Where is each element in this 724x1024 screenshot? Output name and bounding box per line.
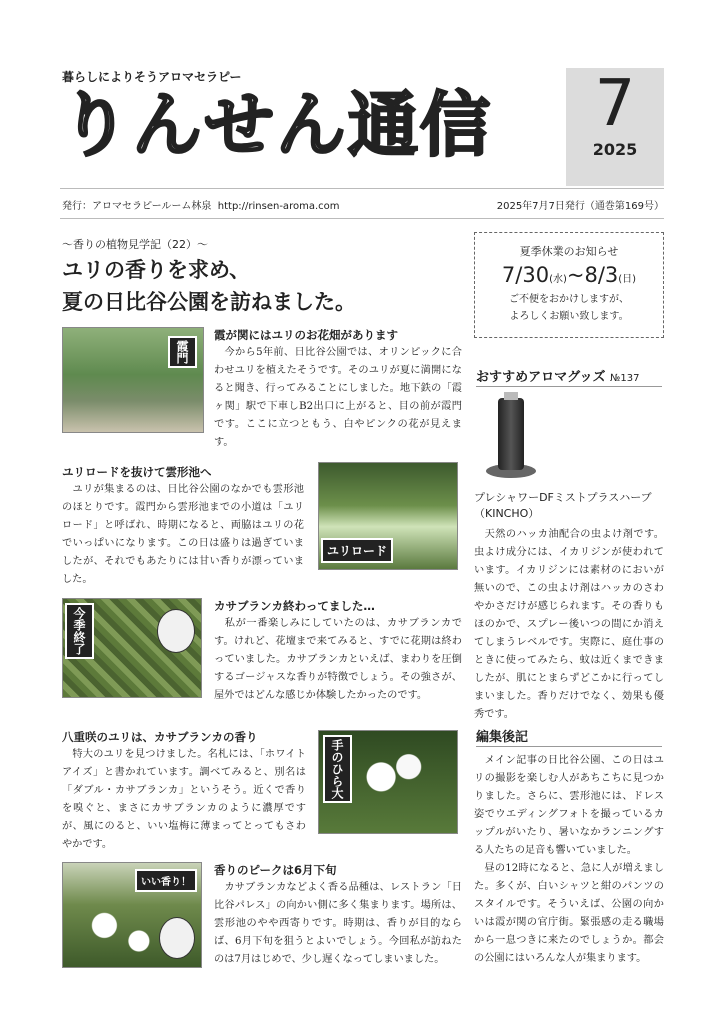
section-text: ユリが集まるのは、日比谷公園のなかでも雲形池のほとりです。霞門から雲形池までの小道は「ユリロード」と呼ばれ、時期になると、両脇はユリの花でいっぱいになります。この日は盛りは過ぎていましたが、それでもあたりには甘い香りが漂っていました。 bbox=[62, 484, 304, 585]
header-rule bbox=[60, 188, 664, 189]
section-text: 今から5年前、日比谷公園では、オリンピックに合わせユリを植えたそうです。そのユリが夏に満開になると聞き、行ってみることにしました。地下鉄の「霞ヶ関」駅で下車しB2出口に上がると、目の前が霞門です。ここに立つともう、白やピンクの花が見えます。 bbox=[214, 347, 462, 448]
website-link[interactable]: http://rinsen-aroma.com bbox=[217, 201, 340, 212]
photo-badge: いい香り！ bbox=[135, 869, 197, 892]
section-title: 香りのピークは6月下旬 bbox=[214, 863, 337, 877]
section-text: 特大のユリを見つけました。名札には、「ホワイトアイズ」と書かれています。調べてみると、別名は「ダブル・カサブランカ」というそう。近くで香りを嗅ぐと、まさにカサブランカのように濃厚ですが、風にのると、いい塩梅に薄まってとってもさわやかです。 bbox=[62, 749, 306, 850]
lily-road-photo bbox=[318, 462, 458, 570]
publisher: 発行：アロマセラピールーム林泉 bbox=[62, 201, 212, 212]
kasumi-gate-photo bbox=[62, 327, 204, 433]
issue-month: 7 bbox=[594, 67, 636, 141]
recommend-rule bbox=[476, 386, 662, 387]
holiday-dates: 7/30(水)~8/3(日) bbox=[501, 263, 637, 287]
issue-year: 2025 bbox=[592, 140, 638, 159]
smiling-face-illustration bbox=[159, 917, 195, 959]
notice-text: ご不便をおかけしますが、 よろしくお願い致します。 bbox=[509, 294, 629, 322]
spray-bottle-illustration bbox=[478, 392, 544, 482]
photo-badge: 手のひら大 bbox=[323, 735, 352, 803]
recommend-heading: おすすめアロマグッズ №137 bbox=[476, 370, 640, 385]
section-title: 霞が関にはユリのお花畑があります bbox=[214, 328, 398, 342]
series-title: ～香りの植物見学記（22）～ bbox=[62, 238, 208, 251]
publisher-info bbox=[62, 197, 339, 212]
section-title: 八重咲のユリは、カサブランカの香り bbox=[62, 730, 258, 744]
photo-badge: ユリロード bbox=[321, 538, 393, 563]
product-name: プレシャワーDFミストプラスハーブ （KINCHO） bbox=[474, 491, 652, 520]
tagline: 暮らしによりそうアロマセラピー bbox=[62, 70, 242, 84]
casablanca-bed-photo bbox=[62, 598, 202, 698]
article-headline: ユリの香りを求め、 夏の日比谷公園を訪ねました。 bbox=[62, 258, 356, 314]
white-eyes-lily-photo bbox=[318, 730, 458, 834]
editor-note-rule bbox=[476, 746, 662, 747]
photo-badge: 霞門 bbox=[168, 336, 197, 368]
section-text: 私が一番楽しみにしていたのは、カサブランカです。けれど、花壇まで来てみると、すでに花期は終わっていました。カサブランカといえば、まわりを圧倒するゴージャスな香りが特徴でしょう。その強さが、屋外ではどんな感じか体験したかったのです。 bbox=[214, 618, 462, 701]
recommend-text: 天然のハッカ油配合の虫よけ剤です。虫よけ成分には、イカリジンが使われています。イカリジンには素材のにおいが無いので、この虫よけ剤はハッカのさわやかさだけが感じられます。その香りもほのかで、スプレー後いつの間にか消えてしまうレベルです。実際に、庭仕事のときに使ってみたら、蚊は近くまできましたが、肌にとまらずどこかに行ってしまいました。香りだけでなく、効果も優秀です。 bbox=[474, 529, 664, 720]
section-text: カサブランカなどよく香る品種は、レストラン「日比谷パレス」の向かい側に多く集まります。場所は、雲形池のやや西寄りです。時期は、香りが目的ならば、6月下旬を狙うとよいでしょう。今回私が訪ねたのは7月はじめで、少し遅くなってしまいました。 bbox=[214, 882, 462, 965]
publish-date: 2025年7月7日発行（通巻第169号） bbox=[496, 201, 664, 212]
subheader-rule bbox=[60, 218, 664, 219]
editor-note-text: メイン記事の日比谷公園、この日はユリの撮影を楽しむ人があちこちに見つかりました。さらに、雲形池には、ドレス姿でウエディングフォトを撮っているカップルがいたり、暑いなかランニングする人たちの足音も響いていました。 昼の12時になると、急に人が増えました。多くが、白いシャツと紺のパンツのスタイルです。そういえば、公園の向かいは霞が関の官庁街。緊張感の走る職場から一息つきに来たのでしょうか。都会の公園にはいろんな人が集まります。 bbox=[474, 755, 664, 964]
section-title: ユリロードを抜けて雲形池へ bbox=[62, 465, 212, 479]
section-title: カサブランカ終わってました… bbox=[214, 599, 375, 613]
editor-note-heading: 編集後記 bbox=[476, 730, 529, 745]
newsletter-title: りんせん通信 bbox=[60, 84, 492, 166]
lily-scent-photo bbox=[62, 862, 202, 968]
holiday-notice bbox=[474, 232, 664, 338]
photo-badge: 今季終了 bbox=[65, 603, 94, 659]
crying-face-illustration bbox=[157, 609, 195, 653]
issue-box bbox=[566, 68, 664, 186]
notice-title: 夏季休業のお知らせ bbox=[519, 245, 619, 258]
